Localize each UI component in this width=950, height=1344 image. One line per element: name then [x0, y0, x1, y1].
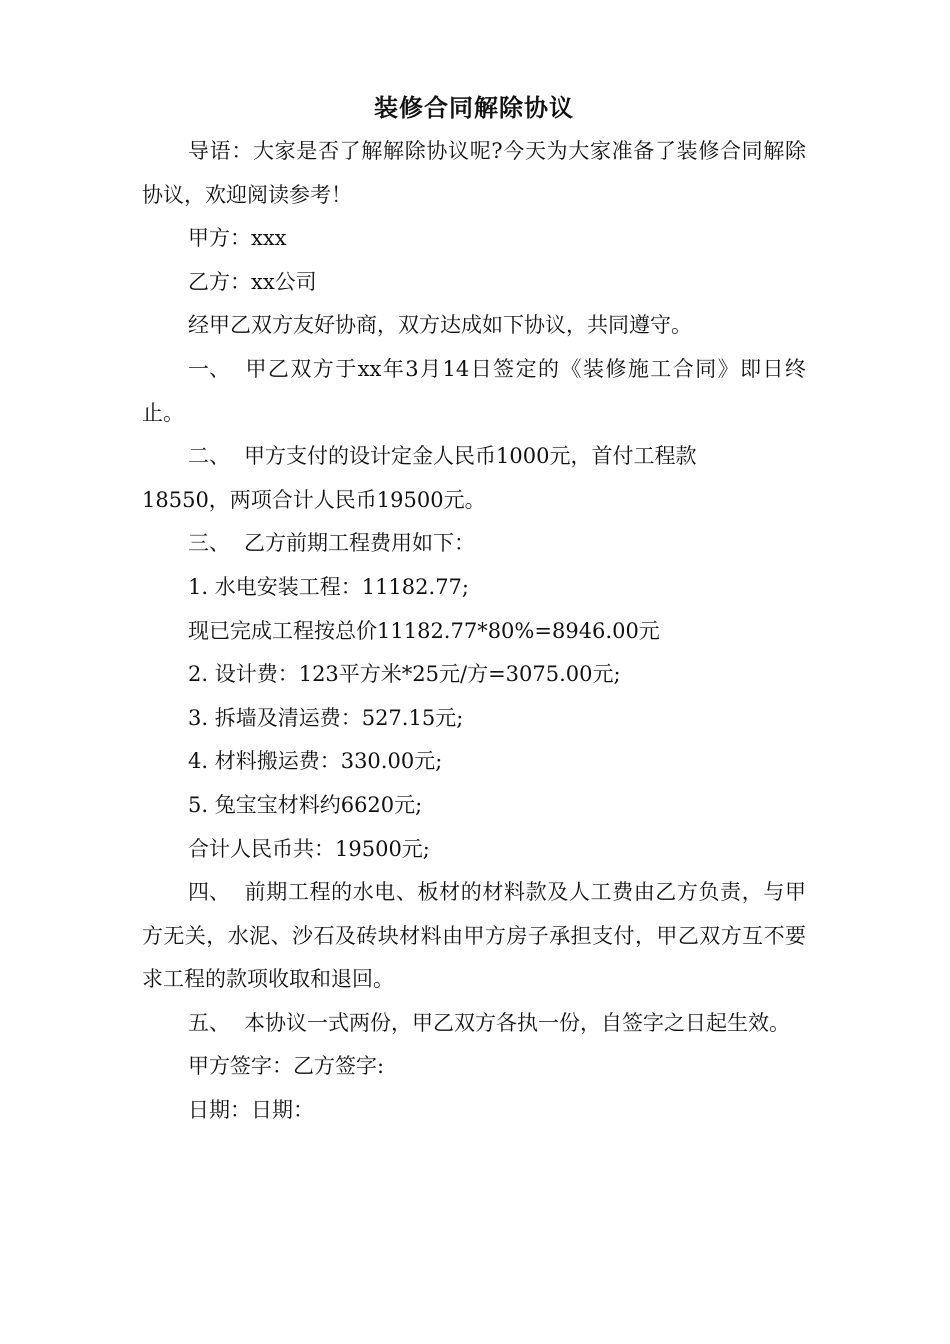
clause-2-text-line2: 18550，两项合计人民币19500元。: [142, 487, 486, 512]
clause-2-continued: [142, 479, 806, 523]
signature-line: 甲方签字：乙方签字:: [188, 1054, 385, 1079]
clause-4-text: 前期工程的水电、板材的材料款及人工费由乙方负责，与甲方无关，水泥、沙石及砖块材料由甲方房子承担支付，甲乙双方互不要求工程的款项收取和退回。: [142, 880, 806, 992]
clause-4: [142, 871, 806, 1002]
clause-2-number: 二、: [188, 444, 230, 469]
clause-1: [142, 348, 806, 435]
clause-3-text: 乙方前期工程费用如下：: [244, 531, 475, 556]
clause-3-number: 三、: [188, 531, 230, 556]
fee-item-5: 5. 兔宝宝材料约6620元;: [188, 792, 423, 817]
clause-2: [142, 435, 806, 479]
clause-2-text-line1: 甲方支付的设计定金人民币1000元，首付工程款: [244, 444, 697, 469]
fee-item-4: 4. 材料搬运费：330.00元;: [188, 749, 443, 774]
clause-1-number: 一、: [188, 356, 230, 381]
clause-4-number: 四、: [188, 880, 230, 905]
preamble-paragraph: 经甲乙双方友好协商，双方达成如下协议，共同遵守。: [188, 313, 692, 338]
document-title: 装修合同解除协议: [374, 93, 574, 122]
fee-total: 合计人民币共：19500元;: [188, 836, 430, 861]
party-b: 乙方：xx公司: [188, 269, 317, 294]
document-body: [142, 88, 806, 1133]
fee-item-3: 3. 拆墙及清运费：527.15元;: [188, 705, 464, 730]
intro-paragraph: 导语：大家是否了解解除协议呢?今天为大家准备了装修合同解除协议，欢迎阅读参考！: [142, 139, 806, 207]
date-line: 日期：日期：: [188, 1098, 314, 1123]
party-a: 甲方：xxx: [188, 226, 287, 251]
fee-item-2: 2. 设计费：123平方米*25元/方=3075.00元;: [188, 662, 621, 687]
fee-item-1: 1. 水电安装工程：11182.77;: [188, 574, 469, 599]
clause-3: [142, 522, 806, 566]
clause-5-text: 本协议一式两份，甲乙双方各执一份，自签字之日起生效。: [244, 1010, 790, 1035]
fee-item-1-detail: 现已完成工程按总价11182.77*80%=8946.00元: [188, 618, 660, 643]
clause-5-number: 五、: [188, 1010, 230, 1035]
clause-1-text: 甲乙双方于xx年3月14日签定的《装修施工合同》即日终止。: [142, 356, 806, 425]
clause-5: [142, 1002, 806, 1046]
